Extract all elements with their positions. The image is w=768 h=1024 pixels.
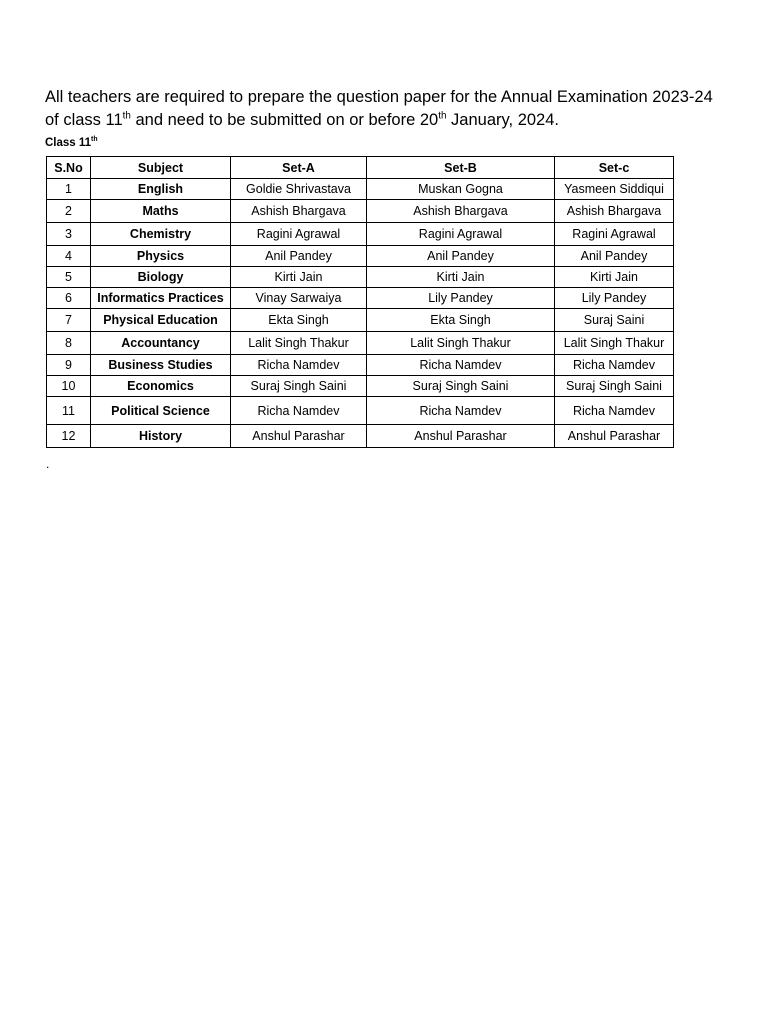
table-row [47,200,674,223]
intro-superscript-2: th [438,110,447,122]
table-row [47,246,674,267]
cell-set-c: Kirti Jain [555,267,674,288]
cell-set-a: Suraj Singh Saini [231,376,367,397]
cell-subject: Political Science [91,397,231,425]
table-row [47,267,674,288]
cell-set-b: Suraj Singh Saini [367,376,555,397]
table-row [47,376,674,397]
cell-set-a: Ragini Agrawal [231,223,367,246]
cell-set-a: Ashish Bhargava [231,200,367,223]
cell-set-a: Vinay Sarwaiya [231,288,367,309]
header-sno: S.No [47,157,91,179]
cell-sno: 4 [47,246,91,267]
cell-subject: English [91,179,231,200]
header-subject: Subject [91,157,231,179]
cell-set-b: Richa Namdev [367,355,555,376]
cell-set-b: Ashish Bhargava [367,200,555,223]
cell-set-c: Yasmeen Siddiqui [555,179,674,200]
table-row [47,425,674,448]
header-row [47,157,674,179]
cell-set-c: Suraj Saini [555,309,674,332]
cell-subject: Business Studies [91,355,231,376]
cell-set-c: Ashish Bhargava [555,200,674,223]
cell-set-b: Lily Pandey [367,288,555,309]
cell-sno: 9 [47,355,91,376]
cell-sno: 7 [47,309,91,332]
cell-set-c: Anil Pandey [555,246,674,267]
question-paper-table [46,156,674,448]
header-set-b: Set-B [367,157,555,179]
cell-set-a: Goldie Shrivastava [231,179,367,200]
table-row [47,397,674,425]
cell-set-a: Lalit Singh Thakur [231,332,367,355]
cell-set-c: Richa Namdev [555,397,674,425]
table-row [47,309,674,332]
cell-sno: 2 [47,200,91,223]
caption-superscript: th [91,136,98,144]
cell-sno: 1 [47,179,91,200]
cell-set-b: Richa Namdev [367,397,555,425]
table-row [47,355,674,376]
cell-sno: 8 [47,332,91,355]
cell-set-a: Richa Namdev [231,397,367,425]
cell-set-b: Muskan Gogna [367,179,555,200]
table-row [47,288,674,309]
cell-sno: 10 [47,376,91,397]
cell-subject: History [91,425,231,448]
cell-set-b: Anil Pandey [367,246,555,267]
cell-set-c: Anshul Parashar [555,425,674,448]
cell-subject: Informatics Practices [91,288,231,309]
table-row [47,179,674,200]
cell-set-c: Suraj Singh Saini [555,376,674,397]
cell-subject: Maths [91,200,231,223]
table-row [47,332,674,355]
intro-paragraph [45,86,725,132]
cell-sno: 5 [47,267,91,288]
table-caption [45,137,98,149]
intro-text-2: and need to be submitted on or before 20 [130,111,439,129]
cell-subject: Physics [91,246,231,267]
cell-set-a: Kirti Jain [231,267,367,288]
trailing-dot: . [46,457,50,471]
cell-set-c: Lalit Singh Thakur [555,332,674,355]
cell-set-b: Ragini Agrawal [367,223,555,246]
cell-set-b: Kirti Jain [367,267,555,288]
header-set-c: Set-c [555,157,674,179]
cell-set-c: Ragini Agrawal [555,223,674,246]
intro-superscript-1: th [122,110,131,122]
cell-set-b: Lalit Singh Thakur [367,332,555,355]
cell-set-c: Richa Namdev [555,355,674,376]
caption-text: Class 11 [45,137,92,149]
cell-subject: Economics [91,376,231,397]
cell-subject: Accountancy [91,332,231,355]
cell-set-b: Ekta Singh [367,309,555,332]
cell-subject: Chemistry [91,223,231,246]
table-row [47,223,674,246]
cell-set-a: Richa Namdev [231,355,367,376]
header-set-a: Set-A [231,157,367,179]
cell-set-a: Ekta Singh [231,309,367,332]
cell-set-b: Anshul Parashar [367,425,555,448]
cell-sno: 11 [47,397,91,425]
cell-sno: 3 [47,223,91,246]
cell-sno: 12 [47,425,91,448]
cell-set-a: Anshul Parashar [231,425,367,448]
cell-sno: 6 [47,288,91,309]
cell-set-a: Anil Pandey [231,246,367,267]
cell-subject: Biology [91,267,231,288]
intro-text-1: All teachers are required to prepare the question paper for the Annual Examination 2023-24 of class 11 [45,88,713,129]
cell-set-c: Lily Pandey [555,288,674,309]
intro-text-3: January, 2024. [446,111,559,129]
cell-subject: Physical Education [91,309,231,332]
